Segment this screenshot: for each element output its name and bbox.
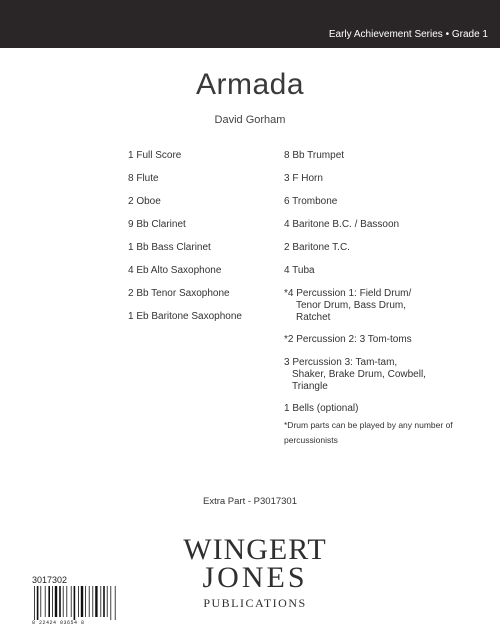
barcode-bar — [52, 586, 53, 617]
barcode-bar — [48, 586, 50, 617]
part-item: *2 Percussion 2: 3 Tom-toms — [284, 334, 412, 345]
barcode-bar — [55, 586, 57, 617]
part-item: 2 Oboe — [128, 196, 161, 207]
barcode-bar — [110, 586, 111, 620]
barcode-bar — [74, 586, 76, 620]
part-item: 9 Bb Clarinet — [128, 219, 186, 230]
barcode-bar — [81, 586, 83, 617]
logo-line-3: PUBLICATIONS — [203, 596, 307, 610]
barcode-bar — [115, 586, 116, 620]
logo-line-2: JONES — [202, 561, 308, 594]
barcode-bar — [37, 586, 39, 620]
barcode-bar — [59, 586, 61, 617]
barcode-bar — [92, 586, 93, 617]
part-item: 2 Baritone T.C. — [284, 242, 350, 253]
header-bar — [0, 0, 500, 48]
barcode-bar — [66, 586, 67, 617]
part-item-continued: Ratchet — [296, 312, 331, 323]
barcode-bar — [95, 586, 97, 617]
drum-note-line1: *Drum parts can be played by any number of — [284, 420, 453, 430]
part-item: *4 Percussion 1: Field Drum/ — [284, 288, 412, 299]
barcode-bar — [89, 586, 90, 617]
extra-part-label: Extra Part - P3017301 — [203, 496, 297, 507]
catalog-number: 3017302 — [32, 575, 68, 585]
barcode-bar — [34, 586, 35, 620]
part-item: 1 Bells (optional) — [284, 403, 359, 414]
part-item: 4 Baritone B.C. / Bassoon — [284, 219, 400, 230]
barcode-bar — [85, 586, 86, 617]
barcode-digits: 8 22424 03654 8 — [32, 620, 85, 626]
part-item: 8 Bb Trumpet — [284, 150, 345, 161]
drum-note-line2: percussionists — [284, 435, 338, 445]
piece-title: Armada — [195, 68, 305, 101]
part-item: 8 Flute — [128, 173, 159, 184]
barcode-bar — [71, 586, 72, 617]
barcode-bar — [100, 586, 101, 617]
part-item: 3 Percussion 3: Tam-tam, — [284, 357, 398, 368]
part-item: 3 F Horn — [284, 173, 323, 184]
barcode-bar — [103, 586, 105, 617]
part-item-continued: Shaker, Brake Drum, Cowbell, — [292, 369, 426, 380]
barcode-image — [32, 586, 122, 620]
barcode-bar — [45, 586, 46, 617]
part-item: 2 Bb Tenor Saxophone — [128, 288, 230, 299]
part-item: 1 Bb Bass Clarinet — [128, 242, 211, 253]
part-item-continued: Triangle — [292, 381, 328, 392]
part-item-continued: Tenor Drum, Bass Drum, — [296, 300, 407, 311]
logo-line-1: WINGERT — [183, 533, 327, 566]
barcode-bar — [63, 586, 64, 617]
part-item: 4 Tuba — [284, 265, 315, 276]
part-item: 4 Eb Alto Saxophone — [128, 265, 222, 276]
barcode-bar — [40, 586, 41, 617]
part-item: 1 Full Score — [128, 150, 182, 161]
barcode-bar — [78, 586, 79, 617]
barcode-bar — [107, 586, 108, 617]
publisher-logo — [160, 533, 350, 613]
composer-name: David Gorham — [214, 114, 286, 126]
part-item: 6 Trombone — [284, 196, 338, 207]
part-item: 1 Eb Baritone Saxophone — [128, 311, 242, 322]
series-label: Early Achievement Series • Grade 1 — [328, 29, 488, 40]
